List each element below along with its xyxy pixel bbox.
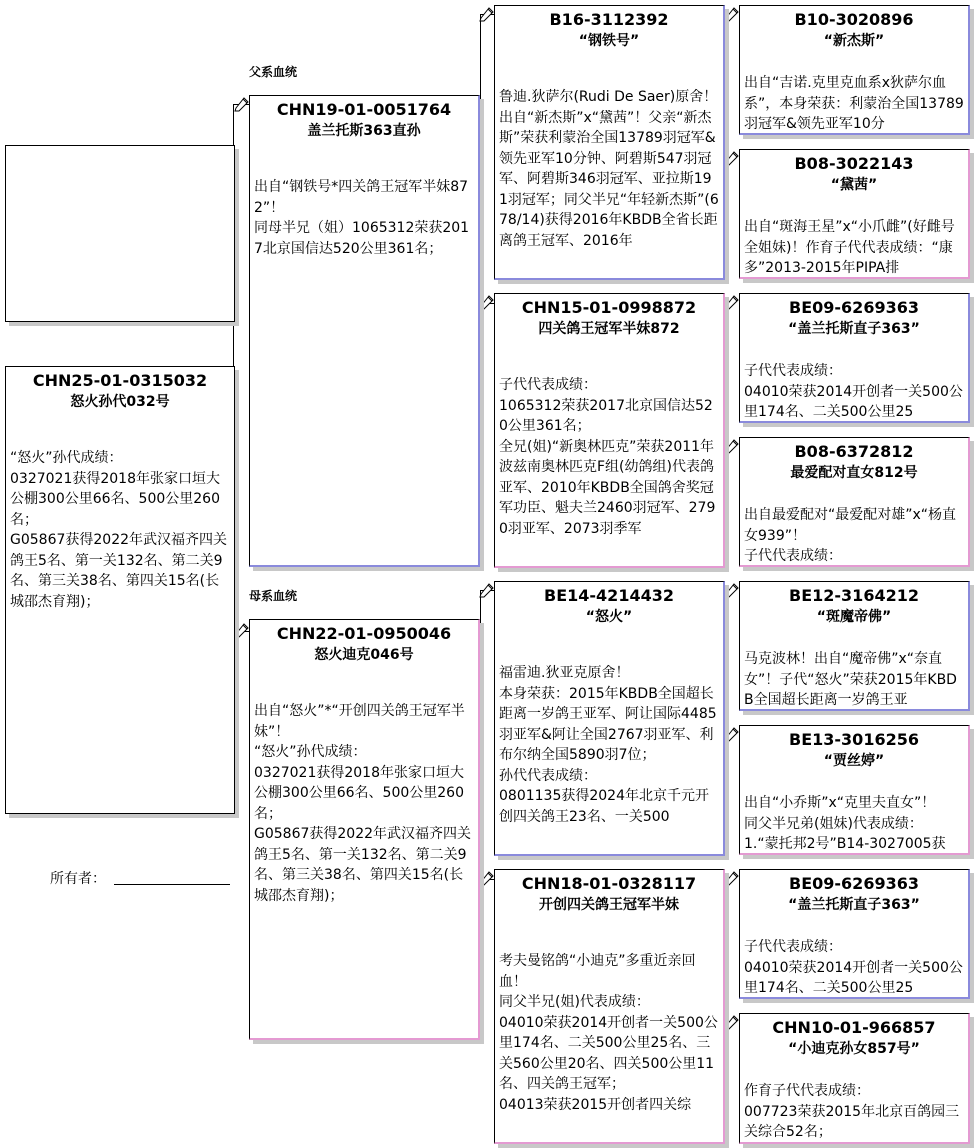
bird-description: 出自最爱配对“最爱配对雄”x“杨直女939”！ 子代代表成绩： [744, 507, 957, 564]
edit-pencil-icon[interactable] [724, 294, 740, 310]
edit-pencil-icon[interactable] [479, 294, 495, 310]
paternal-label: 父系血统 [249, 65, 298, 79]
ring-number: B08-3022143 [794, 154, 914, 173]
maternal-label: 母系血统 [249, 589, 298, 603]
bird-name: 最爱配对直女812号 [790, 465, 918, 481]
bird-name: “新杰斯” [823, 33, 885, 49]
bird-description: 作育子代代表成绩： 007723荣获2015年北京百鸽园三关综合52名； [744, 1083, 960, 1140]
bird-description: 考夫曼铭鸽“小迪克”多重近亲回血！ 同父半兄(姐)代表成绩： 04010荣获2014开创者一关500公里174名、二关500公里25名、三关560公里20名、四关500公里11名、四关鸽王冠军； 04013荣获2015开创者四关综 [499, 953, 718, 1113]
connector-line [480, 590, 481, 879]
edit-pencil-icon[interactable] [724, 1014, 740, 1030]
edit-pencil-icon[interactable] [724, 438, 740, 454]
ssd-card[interactable] [739, 149, 970, 279]
ddd-card[interactable] [739, 1013, 970, 1144]
bird-description: 出自“吉诺.克里克血系x狄萨尔血系”，本身荣获：利蒙治全国13789羽冠军&领先亚军10分 [744, 75, 964, 132]
bird-name: 盖兰托斯363直孙 [307, 123, 421, 139]
owner-label: 所有者： [50, 871, 106, 887]
sire-sire-card[interactable] [494, 5, 725, 280]
bird-description: 子代代表成绩： 04010荣获2014开创者一关500公里174名、二关500公里25 [744, 939, 963, 996]
bird-description: 出自“钢铁号*四关鸽王冠军半妹872”！ 同母半兄（姐）1065312荣获2017北京国信达520公里361名； [254, 179, 470, 257]
edit-pencil-icon[interactable] [479, 582, 495, 598]
ring-number: CHN15-01-0998872 [521, 298, 697, 317]
bird-name: 怒火迪克046号 [314, 647, 414, 663]
connector-line [726, 14, 727, 159]
subject-card[interactable] [5, 366, 235, 814]
bird-name: “小迪克孙女857号” [788, 1041, 920, 1057]
bird-description: 子代代表成绩： 1065312荣获2017北京国信达520公里361名； 全兄(姐)“新奥林匹克”荣获2011年波兹南奥林匹克F组(幼鸽组)代表鸽亚军、2010年KBDB全国鸽舍奖冠军功臣、魁夫兰2460羽冠军、2790羽亚军、2073羽季军 [499, 377, 716, 537]
bird-name: “贾丝婷” [823, 753, 885, 769]
edit-pencil-icon[interactable] [234, 622, 250, 638]
edit-pencil-icon[interactable] [479, 6, 495, 22]
bird-name: “怒火” [585, 609, 633, 625]
bird-description: 马克波林！出自“魔帝佛”x“奈直女”！子代“怒火”荣获2015年KBDB全国超长距离一岁鸽王亚 [744, 651, 957, 708]
sdd-card[interactable] [739, 437, 970, 567]
bird-name: “盖兰托斯直子363” [788, 897, 920, 913]
connector-line [480, 14, 481, 303]
connector-line [726, 590, 727, 735]
dsd-card[interactable] [739, 725, 970, 855]
ring-number: BE13-3016256 [789, 730, 919, 749]
bird-description: 福雷迪.狄亚克原舍！ 本身荣获：2015年KBDB全国超长距离一岁鸽王亚军、阿让国际4485羽亚军&阿让全国2767羽亚军、利布尔纳全国5890羽7位； 孙代代表成绩： 0801135获得2024年北京千元开创四关鸽王23名、一关500 [499, 665, 717, 825]
ring-number: BE09-6269363 [789, 874, 919, 893]
photo-placeholder [5, 145, 235, 322]
ring-number: CHN25-01-0315032 [32, 371, 208, 390]
edit-pencil-icon[interactable] [479, 870, 495, 886]
bird-description: 子代代表成绩： 04010荣获2014开创者一关500公里174名、二关500公里25 [744, 363, 963, 420]
bird-name: 怒火孙代032号 [70, 394, 170, 410]
bird-name: “黛茜” [830, 177, 878, 193]
edit-pencil-icon[interactable] [724, 870, 740, 886]
edit-pencil-icon[interactable] [724, 726, 740, 742]
bird-description: 出自“斑海王星”x“小爪雌”(好雌号全姐妹)！作育子代代表成绩：“康多”2013-2015年PIPA排 [744, 219, 955, 276]
connector-line [726, 302, 727, 447]
dds-card[interactable] [739, 869, 970, 999]
bird-name: “盖兰托斯直子363” [788, 321, 920, 337]
ring-number: CHN22-01-0950046 [276, 624, 452, 643]
bird-description: 鲁迪.狄萨尔(Rudi De Saer)原舍！出自“新杰斯”x“黛茜”！父亲“新杰斯”荣获利蒙治全国13789羽冠军&领先亚军10分钟、阿碧斯547羽冠军、阿碧斯346羽冠军、亚拉斯191羽冠军；同父半兄“年轻新杰斯”(678/14)获得2016年KBDB全省长距离鸽王冠军、2016年 [499, 89, 719, 249]
bird-description: 出自“怒火”*“开创四关鸽王冠军半妹”！ “怒火”孙代成绩： 0327021获得2018年张家口垣大公棚300公里66名、500公里260名； G05867获得2022年武汉福齐四关鸽王5名、第一关132名、第二关9名、第三关38名、第四关15名(长城邵杰育翔)； [254, 703, 472, 904]
ring-number: B08-6372812 [794, 442, 914, 461]
dam-dam-card[interactable] [494, 869, 725, 1144]
sire-card[interactable] [249, 95, 480, 567]
ring-number: CHN19-01-0051764 [276, 100, 452, 119]
ring-number: CHN18-01-0328117 [521, 874, 697, 893]
edit-pencil-icon[interactable] [724, 150, 740, 166]
bird-name: 四关鸽王冠军半妹872 [538, 321, 680, 337]
edit-pencil-icon[interactable] [234, 96, 250, 112]
bird-description: 出自“小乔斯”x“克里夫直女”！ 同父半兄弟(姐妹)代表成绩： 1.“蒙托邦2号”B14-3027005获 [744, 795, 946, 852]
bird-description: “怒火”孙代成绩： 0327021获得2018年张家口垣大公棚300公里66名、500公里260名； G05867获得2022年武汉福齐四关鸽王5名、第一关132名、第二关9名、第三关38名、第四关15名(长城邵杰育翔)； [10, 450, 228, 610]
dam-sire-card[interactable] [494, 581, 725, 856]
bird-name: 开创四关鸽王冠军半妹 [539, 897, 679, 913]
ring-number: B16-3112392 [549, 10, 669, 29]
dss-card[interactable] [739, 581, 970, 711]
ring-number: BE09-6269363 [789, 298, 919, 317]
owner-input-line[interactable] [114, 884, 230, 885]
ring-number: CHN10-01-966857 [772, 1018, 936, 1037]
dam-card[interactable] [249, 619, 480, 1040]
connector-line [726, 878, 727, 1023]
sire-dam-card[interactable] [494, 293, 725, 568]
sds-card[interactable] [739, 293, 970, 423]
edit-pencil-icon[interactable] [724, 582, 740, 598]
edit-pencil-icon[interactable] [724, 6, 740, 22]
bird-name: “斑魔帝佛” [816, 609, 892, 625]
ring-number: B10-3020896 [794, 10, 914, 29]
sss-card[interactable] [739, 5, 970, 135]
ring-number: BE12-3164212 [789, 586, 919, 605]
bird-name: “钢铁号” [578, 33, 640, 49]
ring-number: BE14-4214432 [544, 586, 674, 605]
